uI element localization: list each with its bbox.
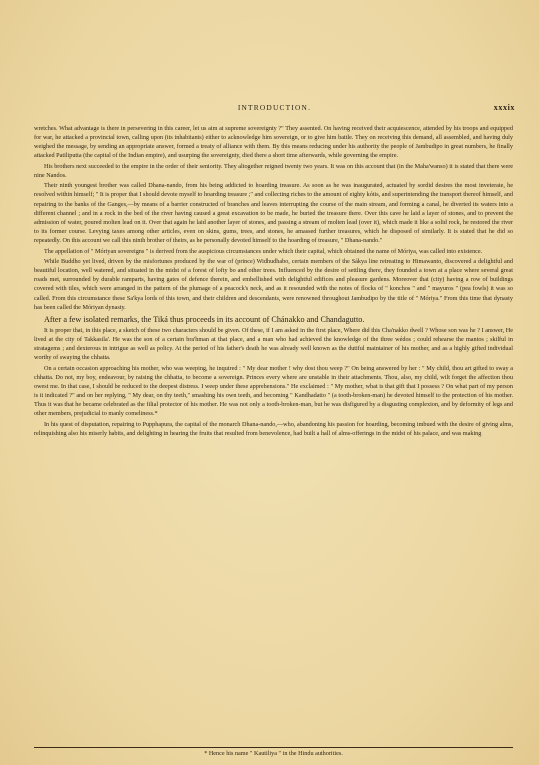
paragraph: On a certain occasion approaching his mother, who was weeping, he inquired : " My dear mother ! why dost thou weep ?" On being answered by her : " My child, thou art gifted to sway a chhatta. Do not, my boy, endeavour, by raising the chhatta, to become a sovereign. Princes every where are unstable in their attachments. Thou, also, my child, wilt forget the affection thou owest me. In that case, I should be reduced to the deepest distress. I weep under these apprehensions." He exclaimed : " My mother, what is that gift that I possess ? On what part of my person is it indicated ?" and on her replying, " My dear, on thy teeth," smashing his own teeth, and becoming " Kandhadatto " (a tooth-broken-man) he devoted himself to the protection of his mother. Thus it was that he became celebrated as the filial protector of his mother. He was not only a tooth-broken-man, but he was disfigured by a disgusting complexion, and by deformity of legs and other members, prejudicial to manly comeliness.* — [34, 364, 513, 418]
paragraph: It is proper that, in this place, a sketch of these two characters should be given. Of these, if I am asked in the first place, Where did this Cha'nakko dwell ? Whose son was he ? I answer, He lived at the city of Takkasila'. He was the son of a certain bra'hman at that place, and a man who had achieved the knowledge of the three wédos ; could rehearse the mantos ; skilful in stratagems ; and dexterous in intrigue as well as policy. At the period of his father's death he was already well known as the dutiful maintainer of his mother, and as a highly gifted individual worthy of swaying the chhatta. — [34, 326, 513, 362]
paragraph: His brothers next succeeded to the empire in the order of their seniority. They altogether reigned twenty two years. It was on this account that (in the Maha'wanso) it is stated that there were nine Nandos. — [34, 162, 513, 179]
running-header — [34, 103, 515, 115]
running-title: INTRODUCTION. — [237, 103, 312, 112]
page-number: xxxix — [493, 103, 515, 112]
paragraph: In his quest of disputation, repairing to Pupphapura, the capital of the monarch Dhana-nando,—who, abandoning his passion for hoarding, becoming imbued with the desire of giving alms, relinquishing also his miserly habits, and delighting in hearing the fruits that resulted from benevolence, had built a hall of alms-offerings in the midst of his palace, and was making — [34, 420, 513, 437]
paragraph: wretches. What advantage is there in persevering in this career, let us aim at supreme sovereignty ?" They assented. On having received their acquiescence, attended by his troops and equipped for war, he attacked a provincial town, calling upon (its inhabitants) either to acknowledge him sovereign, or to give him battle. They on receiving this demand, all assembled, and having duly weighed the message, by sending an appropriate answer, formed a treaty of alliance with them. By this means reducing under his authority the people of Jambudipo in great numbers, he finally attacked Patiliputta (the capital of the Indian empire), and usurping the sovereignty, died there a short time afterwards, while governing the empire. — [34, 125, 513, 160]
paragraph: The appellation of " Móriyan sovereigns " is derived from the auspicious circumstances under which their capital, which obtained the name of Móriya, was called into existence. — [44, 247, 483, 255]
paragraph: Their ninth youngest brother was called Dhana-nando, from his being addicted to hoarding treasure. As soon as he was inaugurated, actuated by sordid desires the most inveterate, he resolved within himself; " It is proper that I should devote myself to hoarding treasure ;" and collecting riches to the amount of eighty kótis, and superintending the transport thereof himself, and repairing to the banks of the Ganges,—by means of a barrier constructed of branches and leaves interrupting the course of the main stream, and forming a canal, he diverted its waters into a different channel ; and in a rock in the bed of the river having caused a great excavation to be made, he buried the treasure there. Over this cave he laid a layer of stones, and to prevent the admission of water, poured molten lead on it. Over that again he laid another layer of stones, and passing a stream of molten lead (over it), which made it like a solid rock, he restored the river to its former course. Levying taxes among other articles, even on skins, gums, trees, and stones, he amassed further treasures, which he disposed of similarly. It is stated that he did so repeatedly. On this account we call this ninth brother of theirs, as he personally devoted himself to the hoarding of treasure, " Dhana-nando." — [34, 182, 513, 245]
footnote-divider — [34, 747, 513, 748]
section-heading: After a few isolated remarks, the Tiká thus proceeds in its account of Chánakko and Chandagutto. — [44, 314, 365, 324]
footnote: * Hence his name " Kautiliya " in the Hindu authorities. — [204, 750, 343, 757]
paragraph: While Buddho yet lived, driven by the misfortunes produced by the war of (prince) Widhudhabo, certain members of the Sákya line retreating to Himawanto, discovered a delightful and beautiful location, well watered, and situated in the midst of a forest of lofty bo and other trees. Influenced by the desire of settling there, they founded a town at a place where several great roads met, surrounded by durable ramparts, having gates of defence therein, and embellished with delightful edifices and pleasure gardens. Moreover that (city) having a row of buildings covered with tiles, which were arranged in the pattern of the plumage of a peacock's neck, and as it resounded with the notes of flocks of " konchos " and " mayuros " (pea fowls) it was so called. From this circumstance these Sa'kya lords of this town, and their children and descendants, were renowned throughout Jambudipo by the title of " Móriya." From this time that dynasty has been called the Móriyan dynasty. — [34, 257, 513, 311]
body-text — [34, 124, 513, 439]
